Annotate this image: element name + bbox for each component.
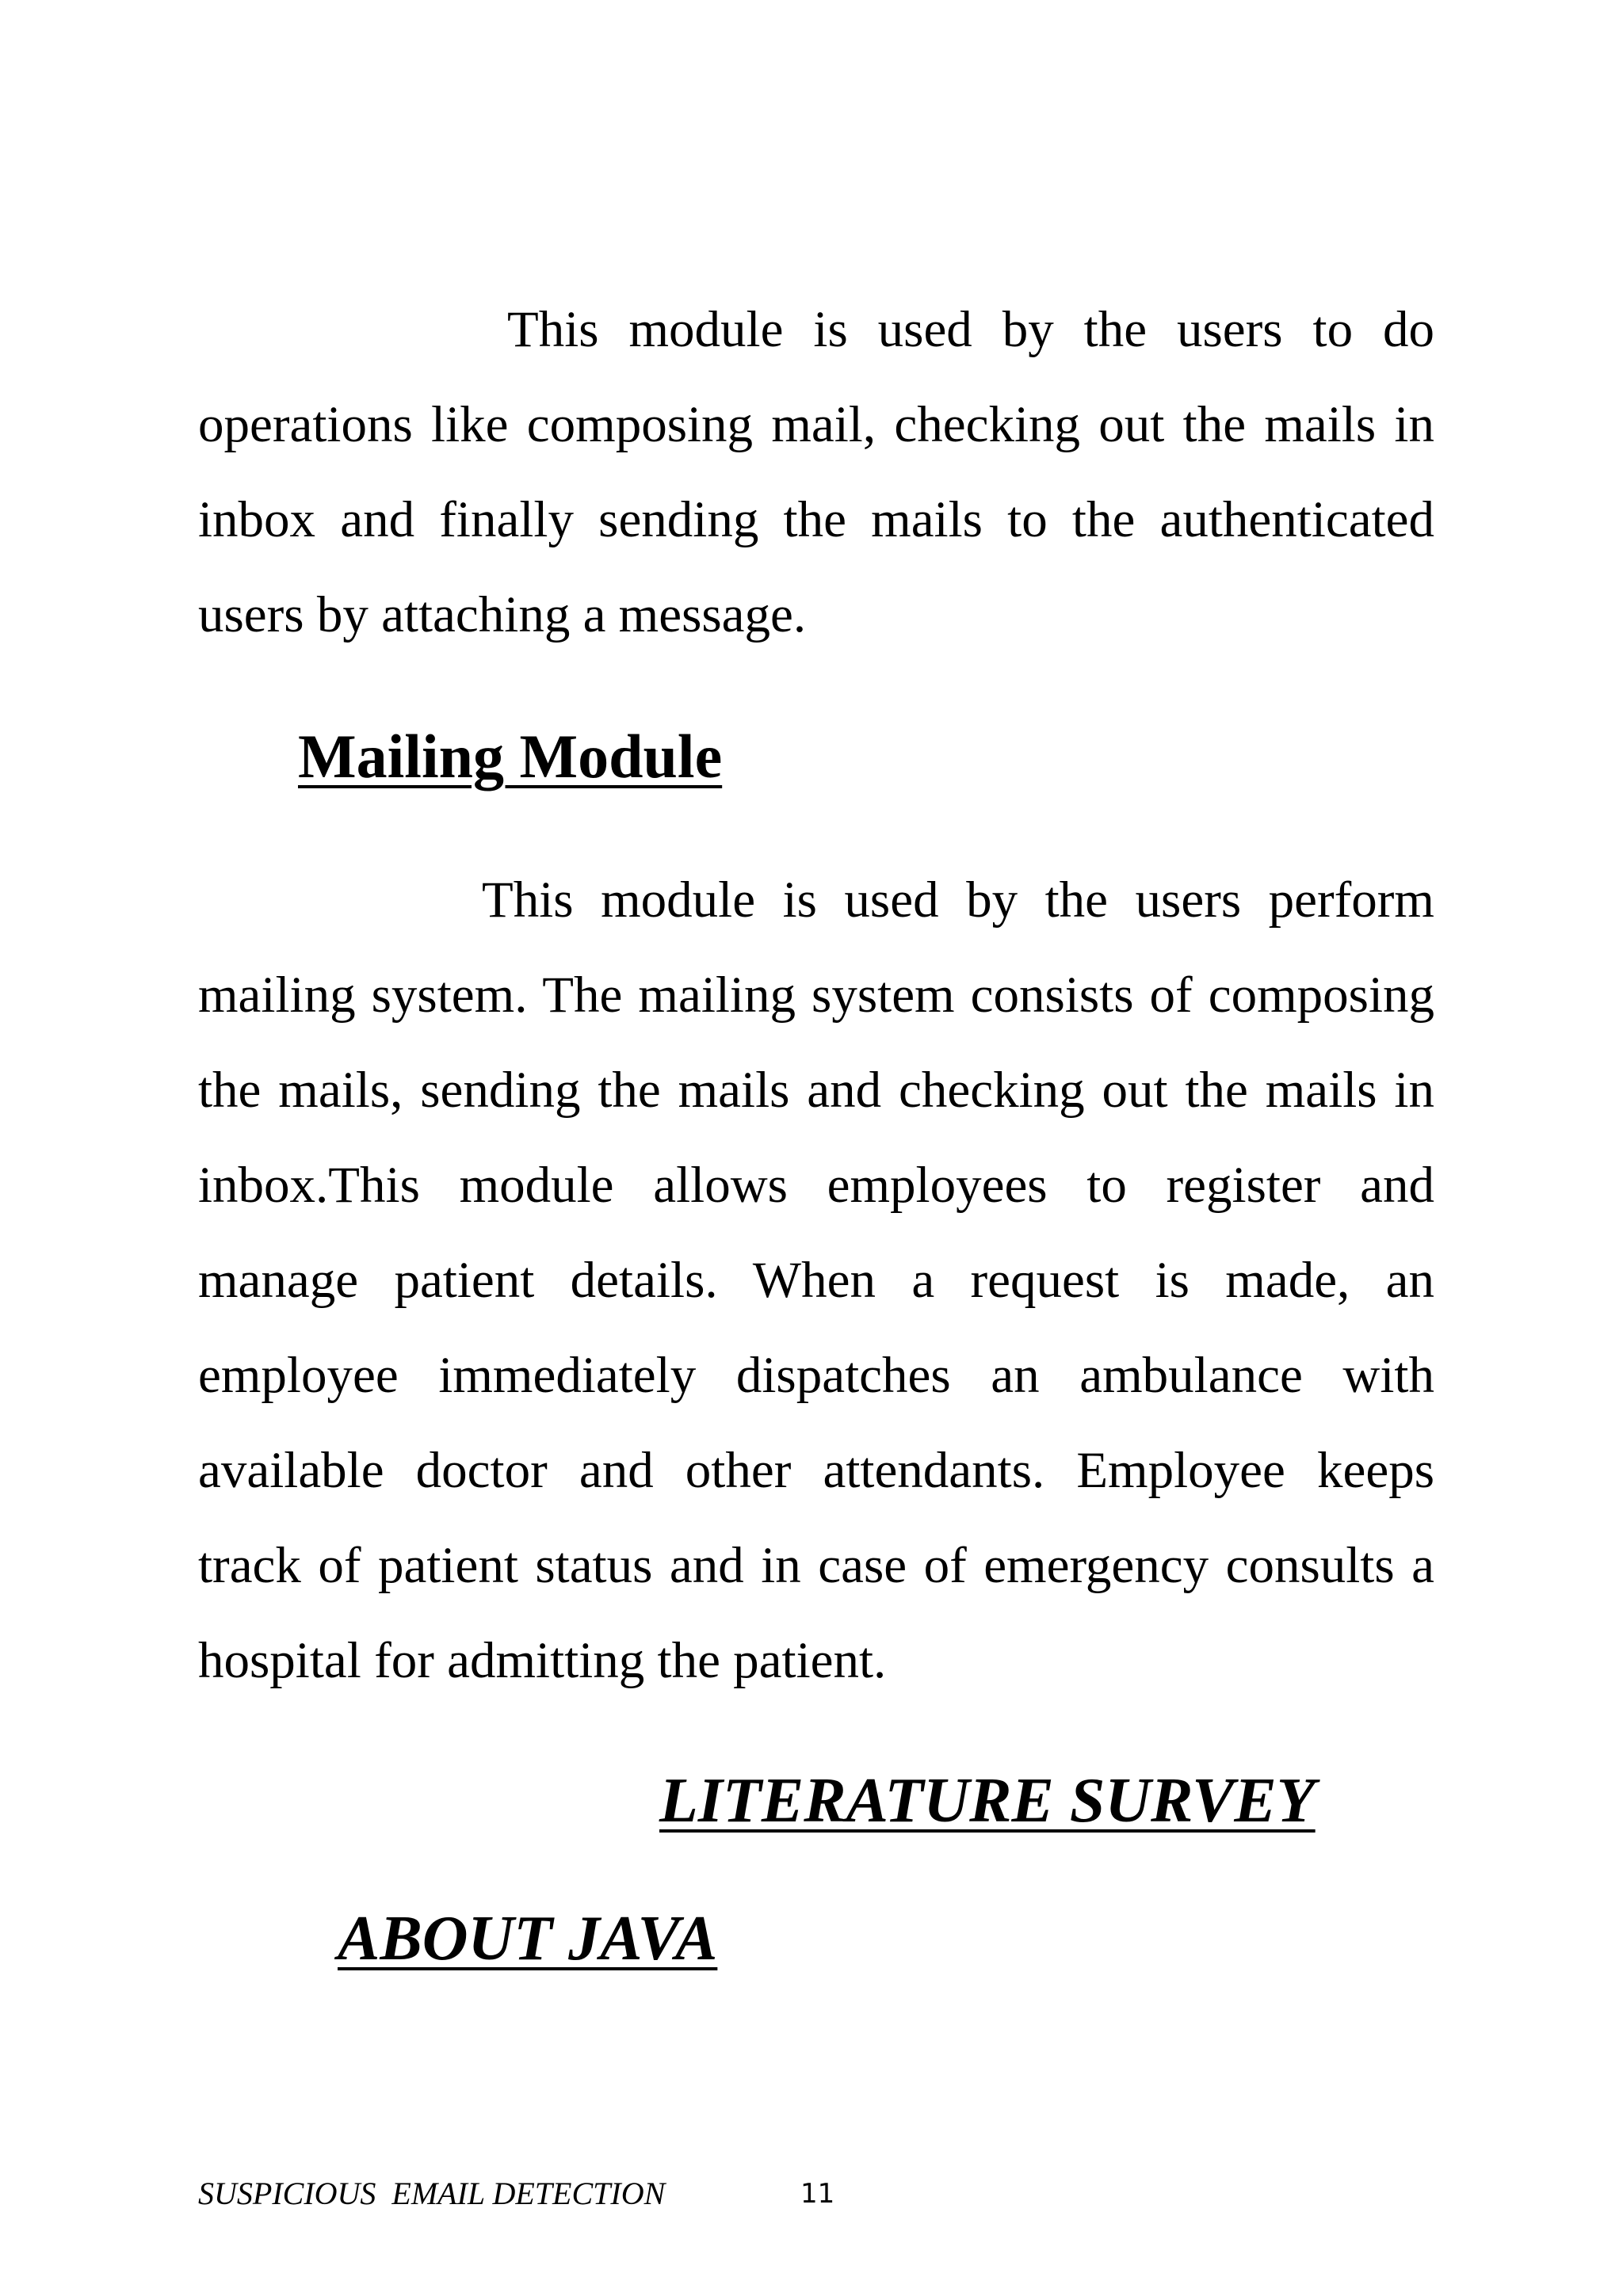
body-paragraph-mailing-module: This module is used by the users perform mailing system. The mailing system consists of composing the mails, sending the mails and checking out the mails in inbox.This module allows employees to register and manage patient details. When a request is made, an employee immediately dispatches an ambulance with available doctor and other attendants. Employee keeps track of patient status and in case of emergency consults a hospital for admitting the patient. (198, 871, 1434, 1689)
section-heading-literature-survey: LITERATURE SURVEY (659, 1766, 1316, 1836)
footer-document-title: SUSPICIOUS EMAIL DETECTION (198, 2176, 666, 2211)
section-heading-about-java: ABOUT JAVA (338, 1904, 718, 1974)
footer-page-number: 11 (800, 2178, 835, 2210)
section-heading-mailing-module: Mailing Module (298, 722, 723, 791)
body-paragraph-user-module: This module is used by the users to do operations like composing mail, checking out the mails in inbox and finally sending the mails to the authenticated users by attaching a message. (198, 301, 1434, 643)
